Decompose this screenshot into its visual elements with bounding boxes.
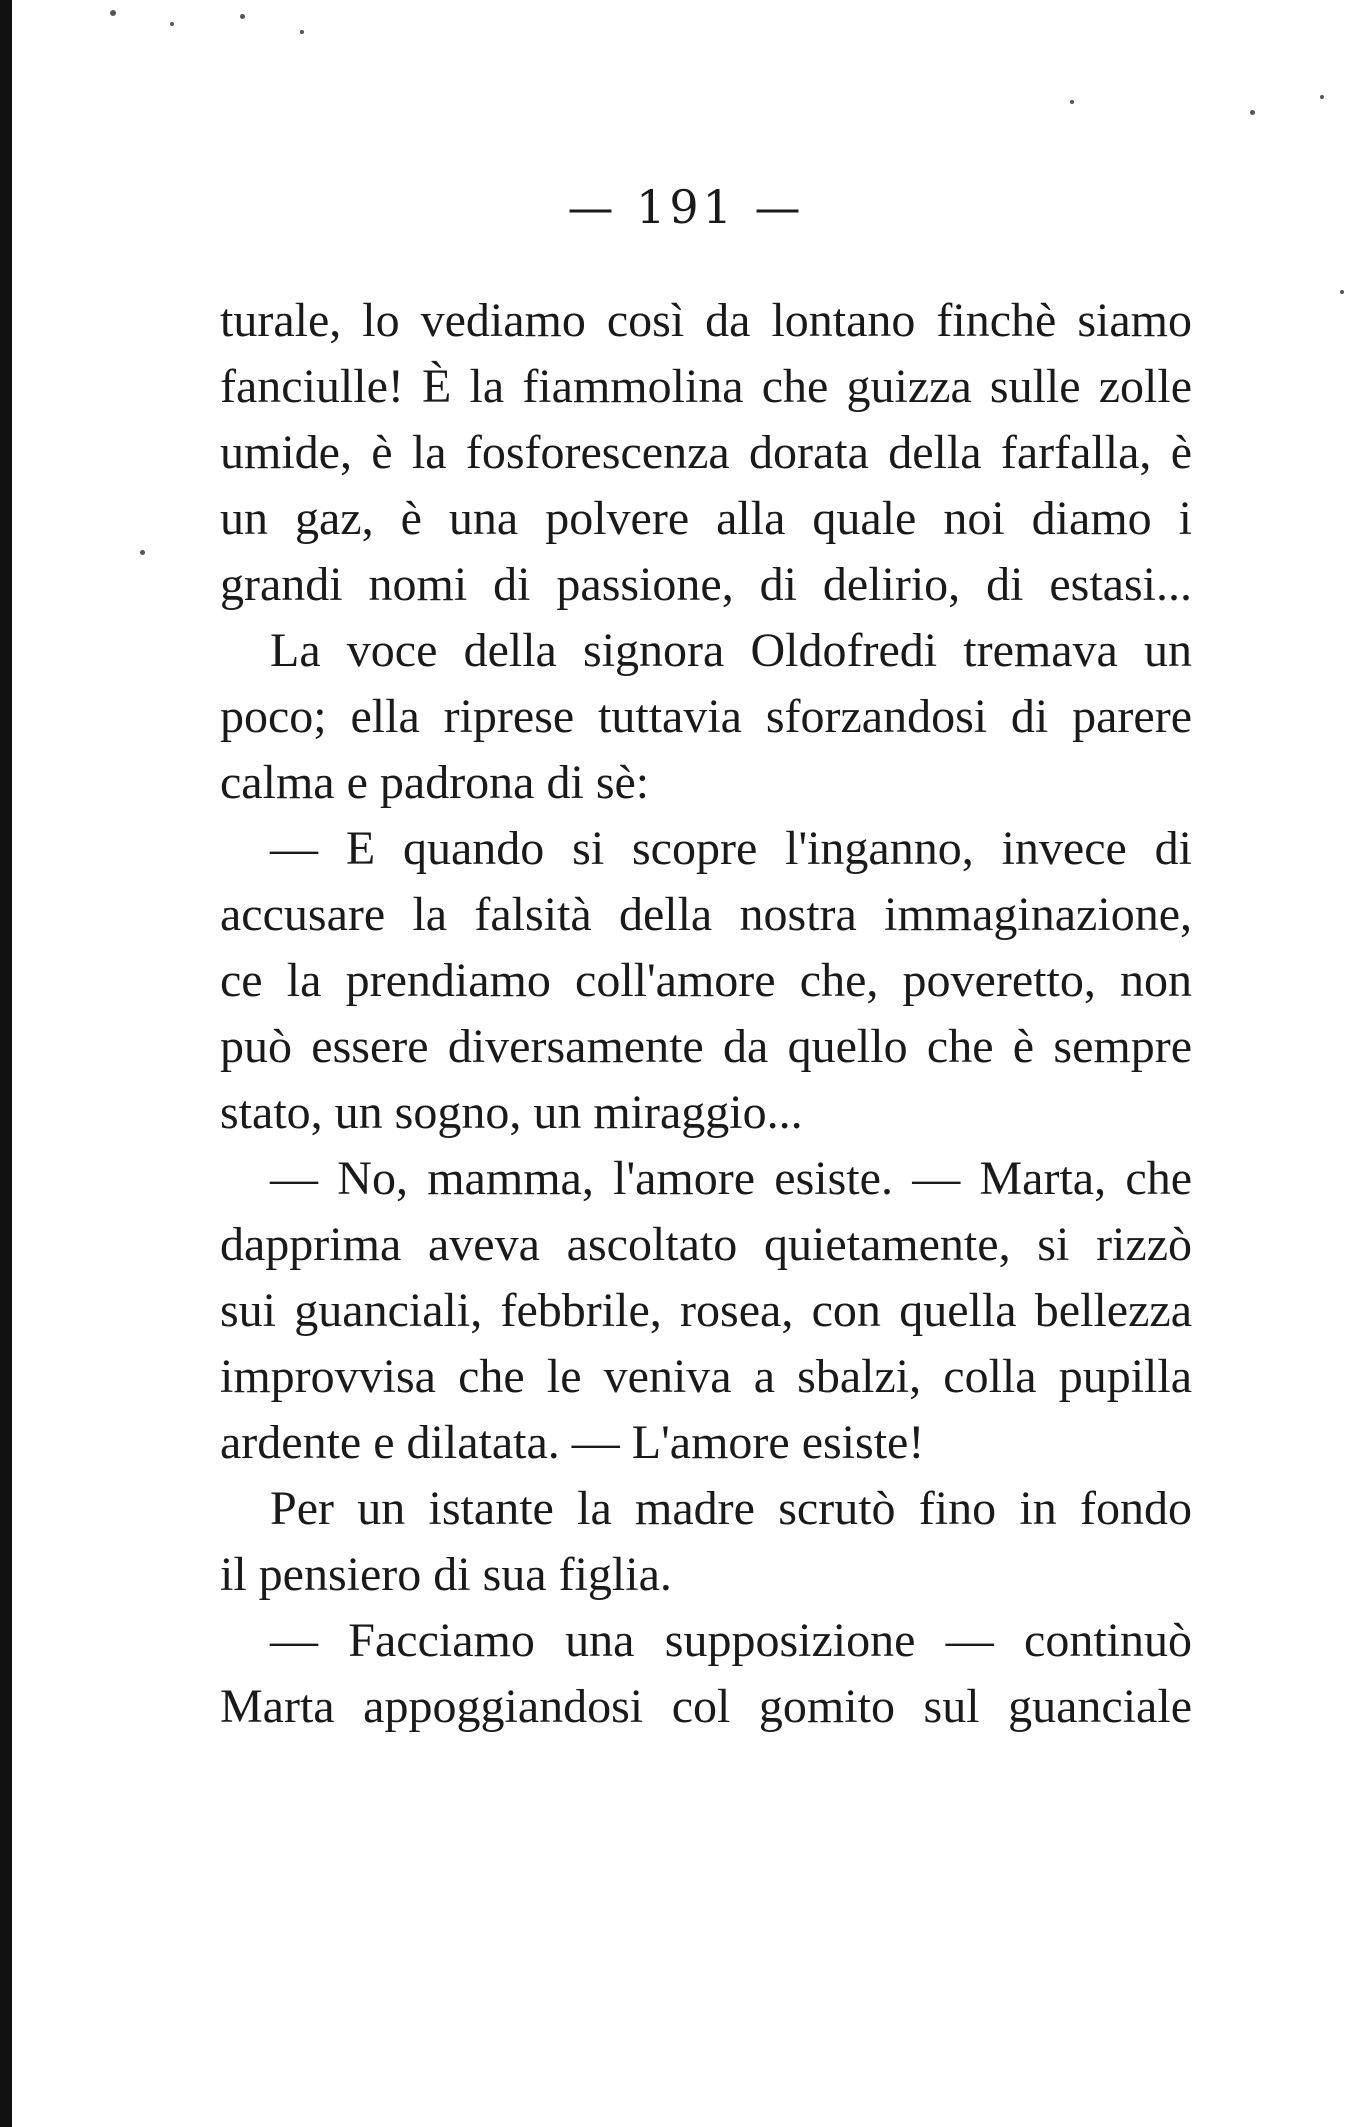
text-line: — E quando si scopre l'inganno, invece di bbox=[270, 822, 1192, 875]
text-line: Per un istante la madre scrutò fino in fondo bbox=[270, 1482, 1192, 1535]
text-line: — No, mamma, l'amore esiste. — Marta, che bbox=[270, 1152, 1192, 1205]
text-line: ce la prendiamo coll'amore che, poveretto, non bbox=[220, 954, 1192, 1007]
page-number: — 191 — bbox=[567, 180, 805, 234]
text-line: — Facciamo una supposizione — continuò bbox=[270, 1614, 1192, 1667]
text-line: sui guanciali, febbrile, rosea, con quella bellezza bbox=[220, 1284, 1192, 1337]
text-line: può essere diversamente da quello che è sempre bbox=[220, 1020, 1192, 1073]
scan-edge bbox=[0, 0, 12, 2127]
text-line: umide, è la fosforescenza dorata della farfalla, è bbox=[220, 426, 1192, 479]
text-line: grandi nomi di passione, di delirio, di estasi... bbox=[220, 558, 1192, 611]
scan-speck bbox=[1250, 110, 1255, 115]
text-line: accusare la falsità della nostra immaginazione, bbox=[220, 888, 1192, 941]
body-text bbox=[220, 288, 1192, 1740]
text-line: stato, un sogno, un miraggio... bbox=[220, 1086, 803, 1139]
text-line: poco; ella riprese tuttavia sforzandosi di parere bbox=[220, 690, 1192, 743]
text-line: fanciulle! È la fiammolina che guizza sulle zolle bbox=[220, 360, 1192, 413]
text-line: La voce della signora Oldofredi tremava un bbox=[270, 624, 1192, 677]
text-line: calma e padrona di sè: bbox=[220, 756, 650, 809]
text-line: ardente e dilatata. — L'amore esiste! bbox=[220, 1416, 925, 1469]
scan-speck bbox=[1340, 290, 1344, 294]
scan-speck bbox=[300, 30, 304, 34]
text-line: turale, lo vediamo così da lontano finchè siamo bbox=[220, 294, 1192, 347]
text-line: improvvisa che le veniva a sbalzi, colla pupilla bbox=[220, 1350, 1192, 1403]
scan-speck bbox=[140, 550, 145, 555]
scan-speck bbox=[110, 10, 116, 16]
text-line: Marta appoggiandosi col gomito sul guanciale bbox=[220, 1680, 1192, 1733]
scan-speck bbox=[1070, 100, 1074, 104]
text-line: il pensiero di sua figlia. bbox=[220, 1548, 672, 1601]
scan-speck bbox=[170, 22, 174, 26]
scan-speck bbox=[240, 14, 245, 19]
scan-speck bbox=[1320, 95, 1324, 99]
text-line: un gaz, è una polvere alla quale noi diamo i bbox=[220, 492, 1192, 545]
text-line: dapprima aveva ascoltato quietamente, si rizzò bbox=[220, 1218, 1192, 1271]
